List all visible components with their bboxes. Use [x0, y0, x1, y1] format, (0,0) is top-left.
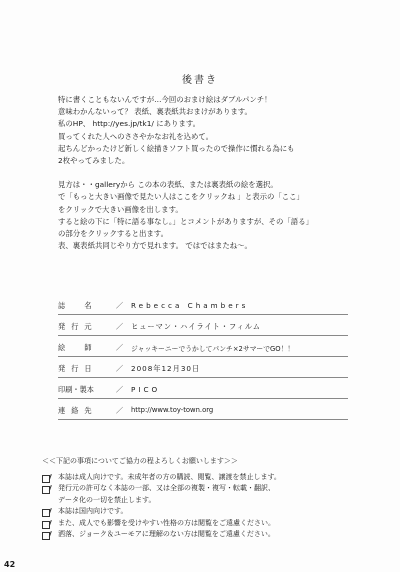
colophon-separator: ／	[116, 364, 124, 373]
notice-item	[40, 506, 370, 518]
notice-section	[40, 456, 370, 541]
afterword-line: の部分をクリックすると出ます。	[58, 229, 168, 239]
page-number: 42	[4, 560, 16, 569]
colophon-value: Rebecca Chambers	[131, 301, 249, 310]
afterword-line: 2枚やってみました。	[58, 156, 130, 166]
afterword-line: 表、裏表紙共同じやり方で見れます。 ではではまたね〜。	[58, 241, 252, 251]
afterword-text	[58, 94, 358, 252]
colophon-separator: ／	[116, 322, 124, 331]
paragraph-gap	[58, 167, 358, 179]
afterword-line: 買ってくれた人へのささやかなお礼を込めて。	[58, 131, 214, 141]
colophon-row-publisher	[58, 318, 348, 336]
afterword-line: 意味わかんないって？ 表紙、裏表紙共おまけがあります。	[58, 107, 252, 117]
checkbox-icon	[42, 521, 50, 529]
colophon-value: http://www.toy-town.org	[131, 406, 214, 414]
colophon-label: 印刷・製本	[58, 385, 94, 394]
checkbox-icon	[42, 486, 50, 494]
colophon-row-title	[58, 297, 348, 315]
colophon-row-date	[58, 360, 348, 378]
colophon-value: 2008年12月30日	[131, 364, 201, 373]
notice-text: 発行元の許可なく本誌の一部、又は全部の複製・複写・転載・翻訳、	[58, 484, 275, 492]
colophon-value: ジャッキーニーでうかしてパンチ×2サマーでGO！！	[131, 345, 295, 353]
colophon-separator: ／	[116, 343, 124, 352]
notice-text: 洒落、ジョーク＆ユーモアに理解のない方は閲覧をご遠慮ください。	[58, 530, 275, 538]
colophon-row-printer	[58, 381, 348, 399]
colophon-separator: ／	[116, 301, 124, 310]
colophon-separator: ／	[116, 406, 124, 415]
colophon-value: PICO	[131, 385, 161, 394]
page-title: 後書き	[182, 75, 218, 86]
colophon-label: 発行元	[58, 322, 98, 331]
afterword-line: 特に書くこともないんですが…今回のおまけ絵はダブルパンチ！	[58, 95, 272, 104]
notice-text-continued: データ化の一切を禁止します。	[58, 495, 156, 504]
notice-heading: ＜＜下記の事項についてご協力の程よろしくお願いします＞＞	[42, 457, 238, 465]
colophon-separator: ／	[116, 385, 124, 394]
afterword-line: 私のHP、 http://yes.jp/tk1/ にあります。	[58, 119, 201, 129]
notice-item	[40, 472, 370, 484]
checkbox-icon	[42, 509, 50, 517]
notice-text: 本誌は成人向けです。未成年者の方の購読、閲覧、譲渡を禁止します。	[58, 472, 281, 481]
notice-item	[40, 529, 370, 541]
afterword-line: をクリックで大きい画像を出します。	[58, 204, 183, 214]
colophon-label: 連絡先	[58, 406, 98, 415]
colophon	[58, 297, 348, 423]
notice-item	[40, 483, 370, 495]
afterword-line: 起ちんどかったけど新しく絵描きソフト買ったので操作に慣れる為にも	[58, 143, 295, 153]
checkbox-icon	[42, 532, 50, 540]
colophon-value: ヒューマン・ハイライト・フィルム	[131, 322, 261, 331]
afterword-line: で「もっと大きい画像で見たい人はここをクリックね 」と表示の「ここ」	[58, 192, 304, 202]
colophon-label: 誌 名	[58, 301, 98, 310]
colophon-row-contact	[58, 402, 348, 420]
notice-text: また、成人でも影響を受けやすい性格の方は閲覧をご遠慮ください。	[58, 518, 275, 527]
checkbox-icon	[42, 475, 50, 483]
colophon-label: 発行日	[58, 364, 98, 373]
colophon-row-artist	[58, 339, 348, 357]
afterword-line: 見方は・・galleryから この本の表紙、または裏表紙の絵を選択。	[58, 180, 278, 190]
afterword-line: すると絵の下に「特に語る事なし。」とコメントがありますが、その「語る」	[58, 216, 313, 226]
colophon-label: 絵 師	[58, 343, 98, 352]
notice-item	[40, 518, 370, 530]
notice-text: 本誌は国内向けです。	[58, 507, 128, 515]
